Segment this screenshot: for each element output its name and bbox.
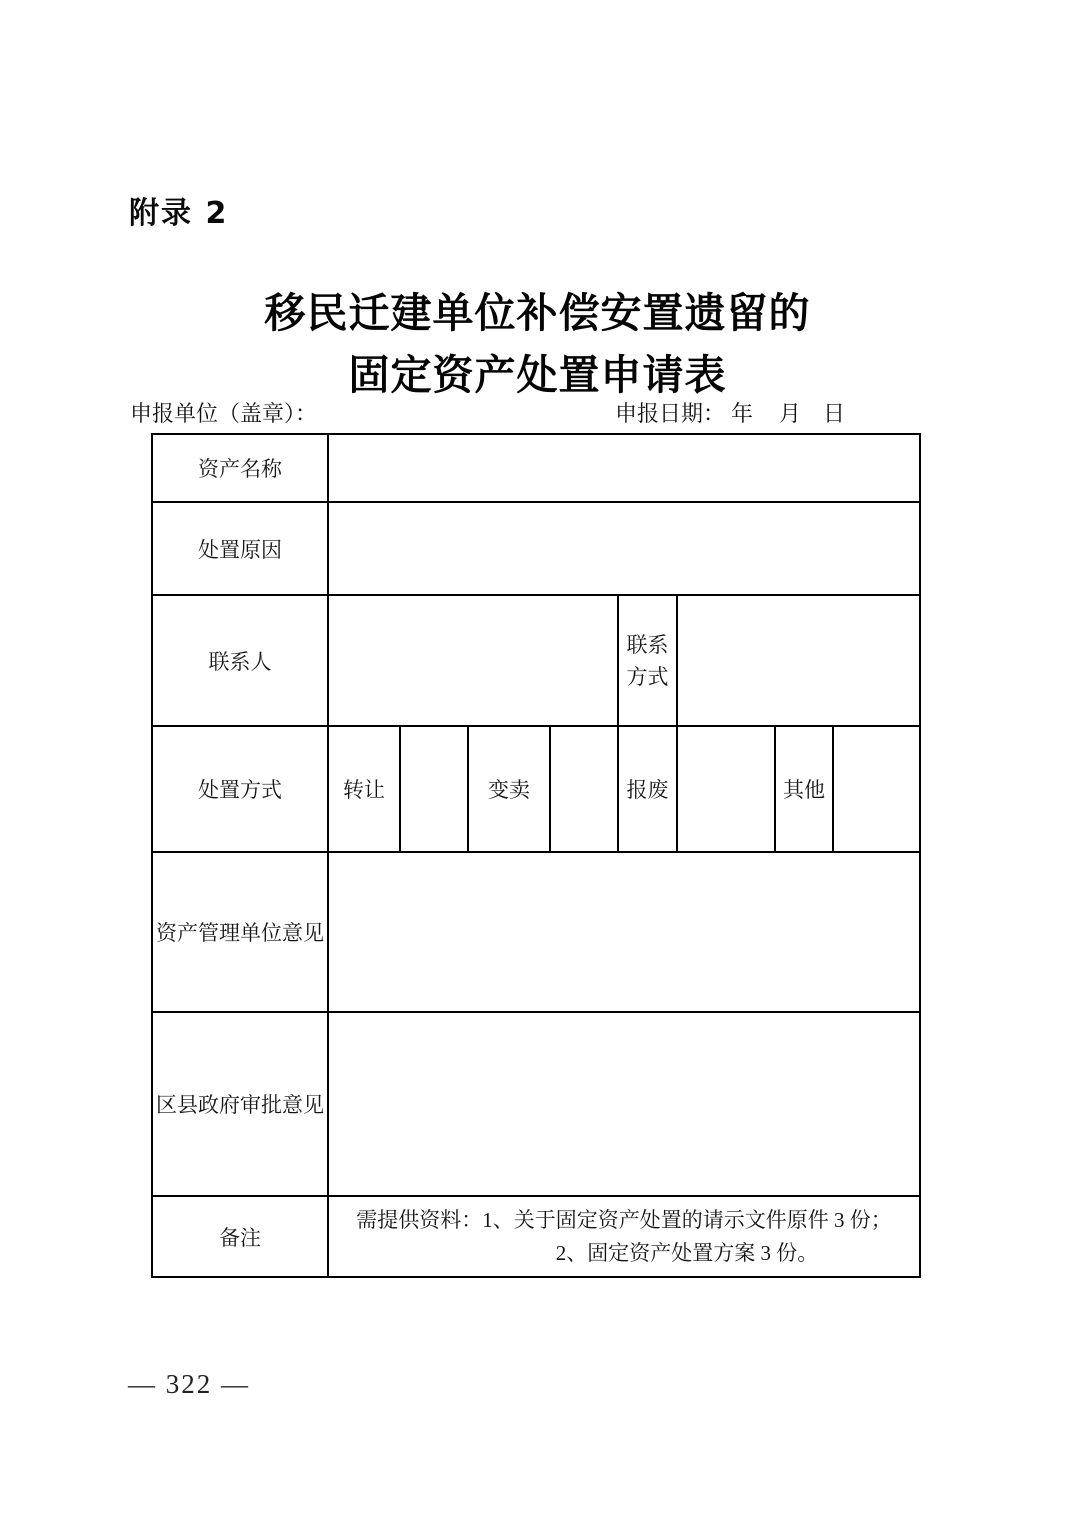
option-sell-label: 变卖 (468, 726, 550, 852)
asset-mgmt-opinion-label: 资产管理单位意见 (152, 852, 328, 1012)
disposal-method-label: 处置方式 (152, 726, 328, 852)
contact-person-label: 联系人 (152, 595, 328, 726)
remarks-prefix: 需提供资料： (356, 1207, 483, 1232)
asset-disposal-form-table (151, 433, 921, 1278)
row-disposal-reason (152, 502, 920, 595)
district-approval-label: 区县政府审批意见 (152, 1012, 328, 1196)
option-other-label: 其他 (775, 726, 833, 852)
document-title-line1: 移民迁建单位补偿安置遗留的 (264, 290, 811, 336)
declaring-unit-label: 申报单位（盖章）： (130, 401, 318, 426)
option-scrap-label: 报废 (618, 726, 677, 852)
row-contact (152, 595, 920, 726)
option-sell-blank-field (550, 726, 618, 852)
asset-name-label: 资产名称 (152, 434, 328, 502)
disposal-reason-blank-field (328, 502, 920, 595)
remarks-item-1: 1、关于固定资产处置的请示文件原件 3 份； (482, 1207, 892, 1232)
page-number: — 322 — (128, 1369, 250, 1399)
form-meta-row (130, 399, 920, 429)
appendix-label: 附录 2 (129, 196, 229, 231)
row-district-approval (152, 1012, 920, 1196)
date-year-label: 年 (731, 401, 754, 426)
row-disposal-method (152, 726, 920, 852)
date-month-label: 月 (779, 401, 802, 426)
row-remarks (152, 1196, 920, 1277)
contact-person-blank-field (328, 595, 618, 726)
option-scrap-blank-field (677, 726, 775, 852)
contact-method-blank-field (677, 595, 920, 726)
remarks-label: 备注 (152, 1196, 328, 1277)
option-other-blank-field (833, 726, 920, 852)
district-approval-blank-field (328, 1012, 920, 1196)
asset-mgmt-opinion-blank-field (328, 852, 920, 1012)
report-date-label: 申报日期： (615, 401, 726, 426)
disposal-reason-label: 处置原因 (152, 502, 328, 595)
contact-method-label: 联系方式 (618, 595, 677, 726)
row-asset-name (152, 434, 920, 502)
document-title-line2: 固定资产处置申请表 (348, 352, 727, 398)
row-asset-mgmt-opinion (152, 852, 920, 1012)
document-title (0, 282, 1075, 406)
asset-name-blank-field (328, 434, 920, 502)
date-day-label: 日 (823, 401, 846, 426)
option-transfer-label: 转让 (328, 726, 400, 852)
remarks-content (328, 1196, 920, 1277)
option-transfer-blank-field (400, 726, 468, 852)
remarks-line-1 (329, 1204, 919, 1237)
remarks-item-2: 2、固定资产处置方案 3 份。 (555, 1240, 819, 1265)
report-date-group (615, 399, 845, 429)
